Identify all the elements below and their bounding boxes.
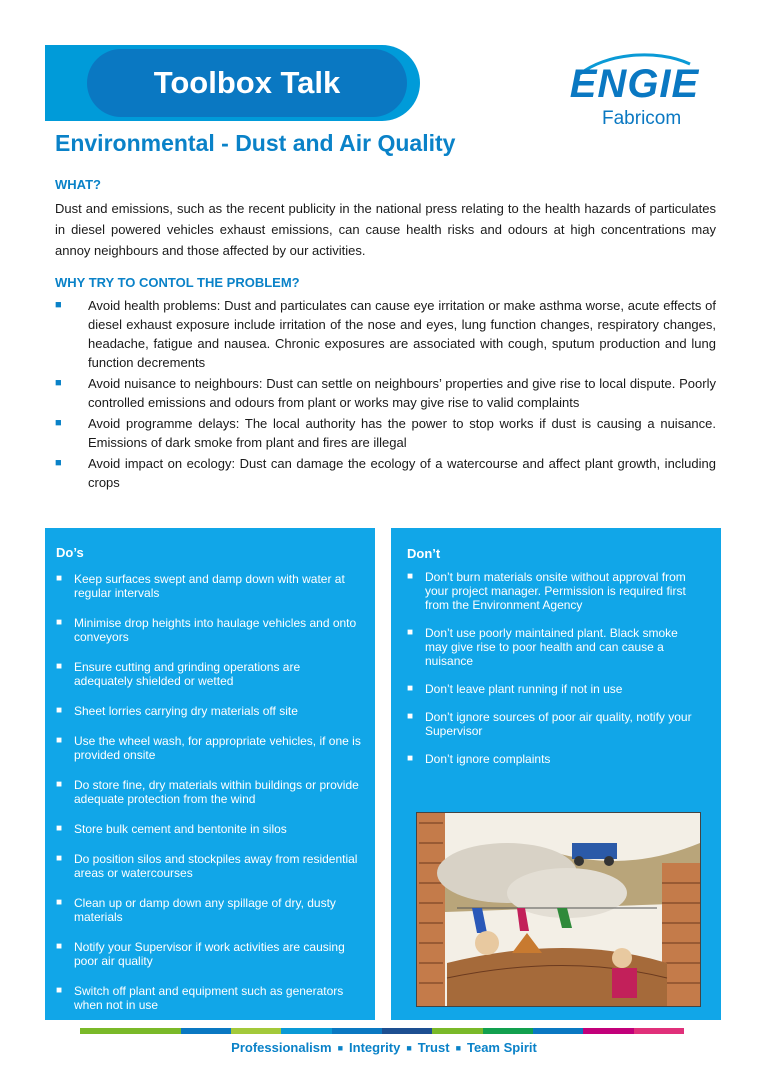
- logo-sub: Fabricom: [602, 108, 682, 129]
- list-item: ■ Avoid health problems: Dust and particulates can cause eye irritation or make asthma worse, acute effects of diesel exhaust exposure include irritation of the nose and eyes, lung function changes, respiratory changes, headache, fatigue and nausea. Chronic exposures are associated with cough, sputum production and lung function decrements: [55, 298, 716, 370]
- bullet-square-icon: ■: [55, 417, 62, 429]
- bullet-square-icon: ■: [407, 627, 414, 638]
- bullet-square-icon: ■: [56, 705, 63, 716]
- bullet-square-icon: ■: [56, 779, 63, 790]
- bullet-square-icon: ■: [56, 661, 63, 672]
- bullet-square-icon: ■: [56, 735, 63, 746]
- list-item: ■ Keep surfaces swept and damp down with water at regular intervals: [56, 572, 345, 600]
- why-bullet-list: [55, 296, 716, 494]
- footer-value: Professionalism: [231, 1040, 332, 1055]
- list-item: ■ Switch off plant and equipment such as generators when not in use: [56, 984, 344, 1012]
- bullet-square-icon: ■: [56, 897, 63, 908]
- bullet-square-icon: ■: [56, 853, 63, 864]
- list-item: ■ Don’t use poorly maintained plant. Black smoke may give rise to poor health and can cause a nuisance: [407, 626, 678, 668]
- list-item: ■ Don’t ignore sources of poor air quality, notify your Supervisor: [407, 710, 692, 738]
- color-bar-segment: [483, 1028, 533, 1034]
- cartoon-drawing: [417, 813, 700, 1006]
- what-heading: WHAT?: [55, 177, 101, 192]
- list-item: ■ Sheet lorries carrying dry materials off site: [56, 704, 298, 718]
- color-bar-segment: [382, 1028, 432, 1034]
- what-text: Dust and emissions, such as the recent publicity in the national press relating to the health hazards of particulates in diesel powered vehicles exhaust emissions, can cause health risks and odours at high concentrations may annoy neighbours and those affected by our activities.: [55, 201, 716, 258]
- color-bar-segment: [231, 1028, 281, 1034]
- color-bar: [80, 1028, 684, 1034]
- bullet-square-icon: ■: [407, 683, 414, 694]
- logo-brand: ENGIE: [569, 62, 700, 106]
- list-item: ■ Store bulk cement and bentonite in silos: [56, 822, 287, 836]
- color-bar-segment: [130, 1028, 180, 1034]
- banner-title: Toolbox Talk: [153, 65, 341, 100]
- color-bar-segment: [281, 1028, 331, 1034]
- color-bar-segment: [181, 1028, 231, 1034]
- color-bar-segment: [80, 1028, 130, 1034]
- bullet-square-icon: ■: [55, 377, 62, 389]
- list-item: ■ Avoid impact on ecology: Dust can damage the ecology of a watercourse and affect plant growth, including crops: [55, 456, 716, 490]
- dust-cartoon-illustration: [416, 812, 701, 1007]
- color-bar-segment: [332, 1028, 382, 1034]
- donts-list: [407, 570, 702, 766]
- color-bar-segment: [432, 1028, 482, 1034]
- bullet-square-icon: ■: [407, 571, 414, 582]
- list-item: ■ Notify your Supervisor if work activities are causing poor air quality: [56, 940, 345, 968]
- bullet-square-icon: ■: [56, 985, 63, 996]
- list-item: ■ Minimise drop heights into haulage vehicles and onto conveyors: [56, 616, 357, 644]
- color-bar-segment: [634, 1028, 684, 1034]
- page-title: Environmental - Dust and Air Quality: [55, 130, 456, 156]
- list-item: ■ Avoid nuisance to neighbours: Dust can settle on neighbours’ properties and give rise to local dispute. Poorly controlled emissions and odours from plant or works may give rise to valid complaints: [55, 376, 716, 410]
- color-bar-segment: [583, 1028, 633, 1034]
- bullet-square-icon: ■: [56, 573, 63, 584]
- list-item: ■ Don’t ignore complaints: [407, 752, 551, 766]
- list-item: ■ Don’t burn materials onsite without approval from your project manager. Permission is required first from the Environment Agency: [407, 570, 686, 612]
- bullet-square-icon: ■: [407, 711, 414, 722]
- bullet-square-icon: ■: [55, 299, 62, 311]
- bullet-square-icon: ■: [56, 941, 63, 952]
- bullet-square-icon: ■: [55, 457, 62, 469]
- color-bar-segment: [533, 1028, 583, 1034]
- list-item: ■ Avoid programme delays: The local authority has the power to stop works if dust is causing a nuisance. Emissions of dark smoke from plant and fires are illegal: [55, 416, 716, 450]
- bullet-square-icon: ■: [407, 753, 414, 764]
- donts-heading: Don’t: [407, 546, 441, 561]
- list-item: ■ Clean up or damp down any spillage of dry, dusty materials: [56, 896, 336, 924]
- separator-icon: ■: [406, 1043, 412, 1053]
- bullet-square-icon: ■: [56, 617, 63, 628]
- list-item: ■ Do position silos and stockpiles away from residential areas or watercourses: [56, 852, 358, 880]
- footer-values: [0, 1040, 768, 1055]
- list-item: ■ Do store fine, dry materials within buildings or provide adequate protection from the wind: [56, 778, 359, 806]
- bullet-square-icon: ■: [56, 823, 63, 834]
- separator-icon: ■: [337, 1043, 344, 1053]
- engie-logo: [552, 52, 717, 142]
- separator-icon: ■: [455, 1043, 461, 1053]
- footer-value: Integrity: [349, 1040, 401, 1055]
- list-item: ■ Don’t leave plant running if not in use: [407, 682, 623, 696]
- list-item: ■ Ensure cutting and grinding operations are adequately shielded or wetted: [56, 660, 301, 688]
- header-banner: [45, 45, 420, 121]
- list-item: ■ Use the wheel wash, for appropriate vehicles, if one is provided onsite: [56, 734, 361, 762]
- footer-value: Trust: [417, 1040, 450, 1055]
- footer-value: Team Spirit: [467, 1040, 537, 1055]
- dos-list: [56, 572, 361, 1012]
- why-heading: WHY TRY TO CONTOL THE PROBLEM?: [55, 275, 300, 290]
- dos-panel: [45, 528, 375, 1020]
- dos-heading: Do’s: [56, 545, 84, 560]
